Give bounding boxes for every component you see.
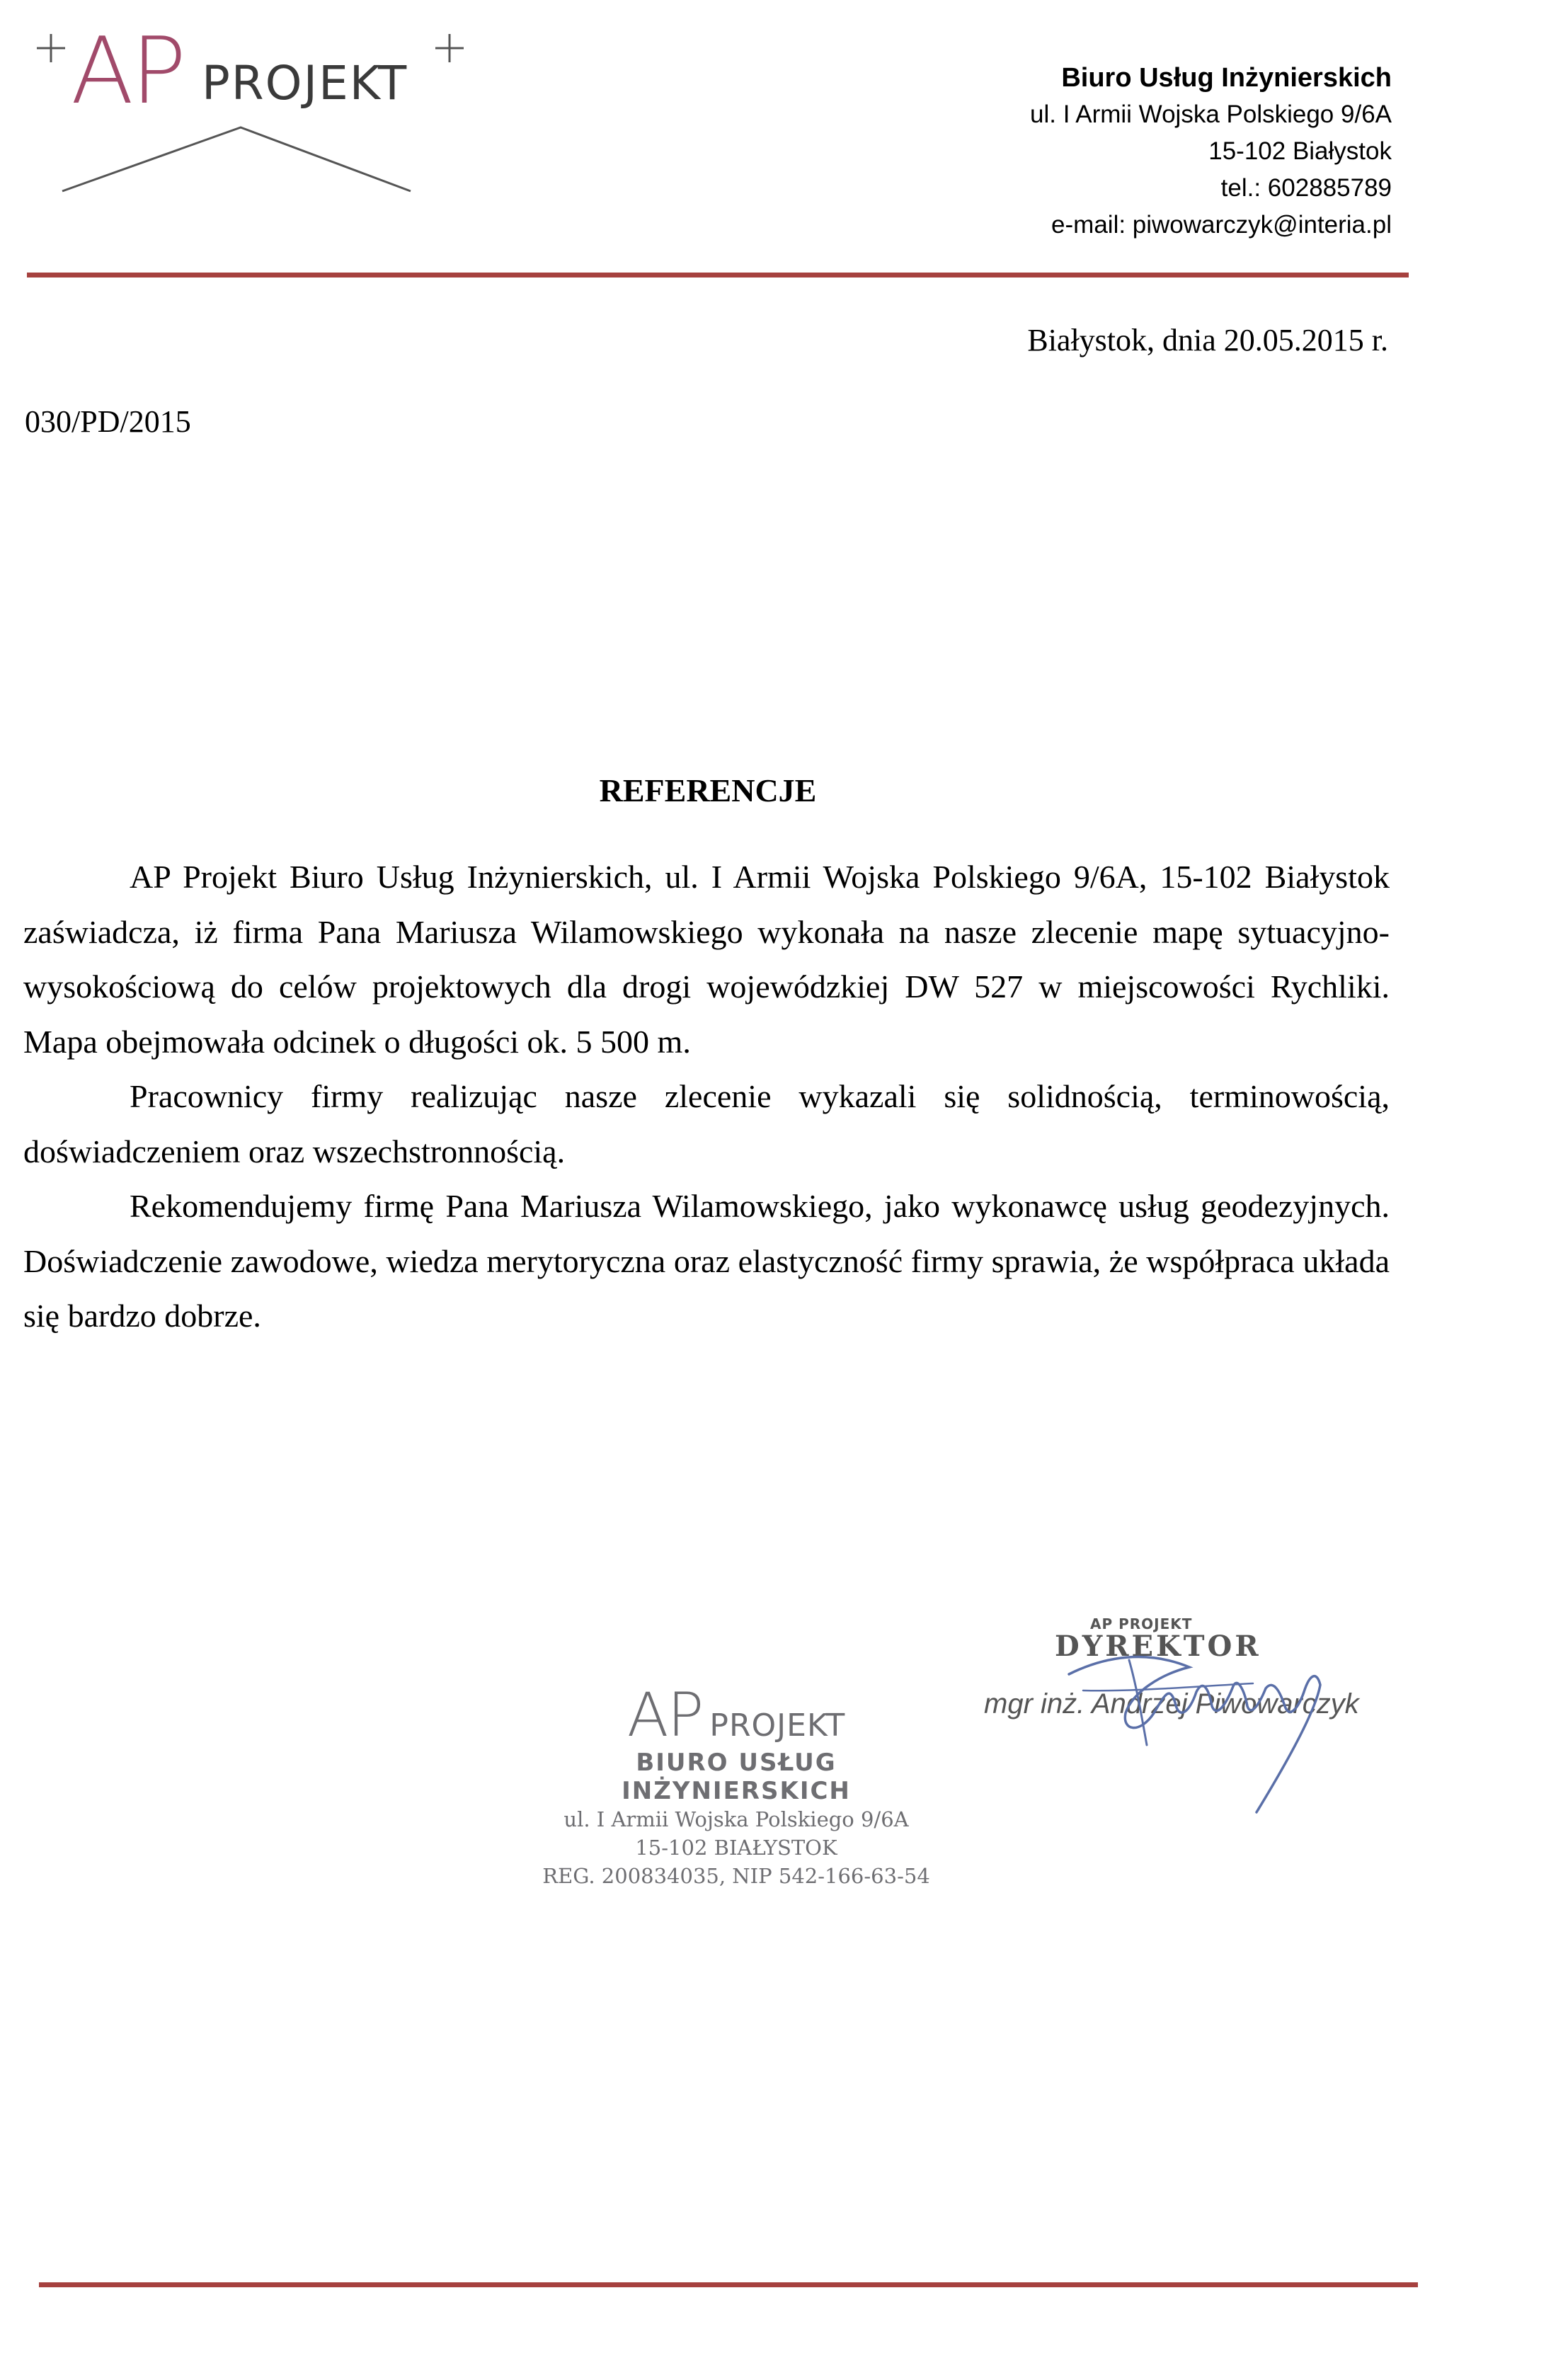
paragraph: AP Projekt Biuro Usług Inżynierskich, ul. I Armii Wojska Polskiego 9/6A, 15-102 Białystok zaświadcza, iż firma Pana Mariusza Wilamowskiego wykonała na nasze zlecenie mapę sytuacyjno-wysokościową do celów projektowych dla drogi wojewódzkiej DW 527 w miejscowości Rychliki. Mapa obejmowała odcinek o długości ok. 5 500 m.: [23, 859, 1390, 1060]
company-logo: [28, 17, 467, 205]
company-stamp: [538, 1680, 934, 1890]
company-name: Biuro Usług Inżynierskich: [1061, 63, 1392, 93]
header-divider: [27, 273, 1409, 278]
letter-body: [23, 849, 1390, 1344]
company-city: 15-102 Białystok: [1208, 137, 1392, 165]
stamp-address-line: ul. I Armii Wojska Polskiego 9/6A: [563, 1807, 909, 1831]
footer-divider: [39, 2282, 1418, 2287]
date-line: Białystok, dnia 20.05.2015 r.: [1027, 323, 1388, 357]
paragraph: Rekomendujemy firmę Pana Mariusza Wilamowskiego, jako wykonawcę usług geodezyjnych. Doświadczenie zawodowe, wiedza merytoryczna oraz elastyczność firmy sprawia, że współpraca układa się bardzo dobrze.: [23, 1188, 1390, 1334]
director-stamp-company: AP PROJEKT: [1090, 1615, 1193, 1632]
director-stamp: [984, 1607, 1359, 1819]
director-title: DYREKTOR: [1055, 1630, 1261, 1663]
company-address: ul. I Armii Wojska Polskiego 9/6A: [1030, 101, 1392, 128]
document-title: REFERENCJE: [599, 772, 817, 808]
letterhead-address: [1030, 59, 1392, 244]
reference-number: 030/PD/2015: [25, 404, 191, 439]
stamp-projekt-text: PROJEKT: [709, 1707, 846, 1744]
handwritten-signature: [984, 1607, 1352, 1819]
logo-projekt-text: PROJEKT: [202, 56, 408, 110]
director-name: mgr inż. Andrzej Piwowarczyk: [984, 1688, 1359, 1720]
stamp-registration-line: REG. 200834035, NIP 542-166-63-54: [542, 1864, 930, 1888]
logo-ap-text: AP: [71, 17, 184, 125]
stamp-company-line: BIURO USŁUG INŻYNIERSKICH: [622, 1749, 851, 1805]
paragraph: Pracownicy firmy realizując nasze zlecenie wykazali się solidnością, terminowością, doświadczeniem oraz wszechstronnością.: [23, 1078, 1390, 1169]
company-email: e-mail: piwowarczyk@interia.pl: [1051, 211, 1392, 239]
company-phone: tel.: 602885789: [1220, 174, 1392, 202]
stamp-ap-text: AP: [626, 1680, 703, 1751]
stamp-city-line: 15-102 BIAŁYSTOK: [635, 1836, 837, 1860]
stamp-logo: [538, 1680, 934, 1751]
